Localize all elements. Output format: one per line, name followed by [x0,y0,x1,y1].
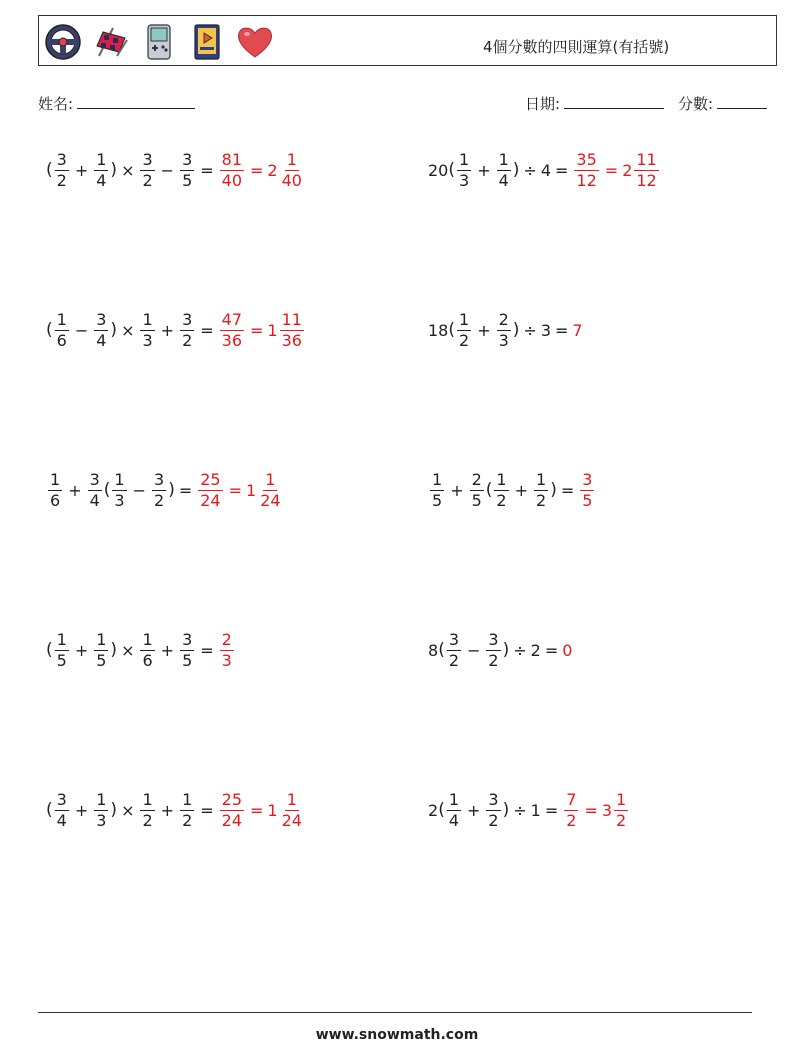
answer-fraction [580,469,594,510]
numerator: 3 [488,789,499,809]
rparen: ) [502,800,510,820]
denominator: 5 [471,490,482,510]
lead-number: 8 [428,640,439,660]
fraction [457,149,471,190]
denominator: 5 [582,490,593,510]
denominator: 6 [50,490,61,510]
fraction [497,309,511,350]
fraction [180,309,194,350]
fraction [447,629,461,670]
fraction [180,149,194,190]
divide-sign: ÷ [513,800,527,820]
divisor: 4 [540,160,552,180]
footer-site-link[interactable]: www.snowmath.com [315,1027,479,1043]
fraction [94,629,108,670]
plus-sign: + [74,640,89,660]
rparen: ) [110,160,118,180]
numerator: 1 [459,309,470,329]
lparen: ( [438,800,445,820]
fraction [140,149,154,190]
fraction [94,789,108,830]
denominator: 6 [142,650,153,670]
equals-sign: = [555,160,569,180]
denominator: 5 [432,490,443,510]
fraction [55,149,69,190]
date-field[interactable] [525,93,664,114]
denominator: 2 [616,810,627,830]
answer-fraction [220,309,244,350]
denominator: 2 [142,170,153,190]
denominator: 2 [448,650,460,670]
divide-sign: ÷ [513,640,527,660]
denominator: 12 [576,170,597,190]
denominator: 6 [56,330,67,350]
minus-sign: − [467,640,481,660]
denominator: 36 [281,330,302,350]
answer-whole: 1 [267,320,278,340]
numerator: 3 [182,309,193,329]
problem-2 [428,147,661,193]
fraction [55,309,69,350]
denominator: 3 [498,330,509,350]
gameboy-icon [139,22,179,62]
problem-7 [46,627,236,673]
denominator: 4 [448,810,460,830]
plus-sign: + [477,320,491,340]
numerator: 3 [154,469,165,489]
numerator: 1 [96,629,107,649]
equals-sign: = [544,800,559,820]
lead-number: 2 [428,800,439,820]
worksheet-header [38,15,777,66]
fraction [486,789,500,830]
answer-equals: = [228,480,243,500]
numerator: 3 [56,149,67,169]
times-sign: × [121,640,135,660]
equals-sign: = [555,320,569,340]
numerator: 1 [96,149,107,169]
lparen: ( [485,480,493,500]
tablet-play-icon [187,22,227,62]
answer-mixed-fraction [280,789,304,830]
denominator: 40 [221,170,243,190]
rparen: ) [168,480,175,500]
numerator: 1 [142,629,153,649]
problem-9 [46,787,306,833]
numerator: 1 [265,469,276,489]
fraction [140,309,154,350]
rparen: ) [110,800,118,820]
denominator: 5 [56,650,67,670]
denominator: 40 [281,170,302,190]
denominator: 4 [96,170,107,190]
numerator: 1 [182,789,193,809]
numerator: 3 [488,629,499,649]
answer-whole: 1 [267,800,278,820]
plus-sign: + [514,480,529,500]
fraction [55,629,69,670]
problem-3 [46,307,306,353]
answer-fraction [564,789,578,830]
numerator: 1 [432,469,443,489]
fraction [494,469,508,510]
denominator: 3 [221,650,232,670]
fraction [180,629,194,670]
denominator: 24 [260,490,281,510]
fraction [140,789,154,830]
denominator: 3 [459,170,470,190]
answer-fraction [220,629,234,670]
denominator: 2 [56,170,67,190]
answer-whole: 1 [246,480,257,500]
score-label: 分數: [678,95,714,113]
numerator: 1 [50,469,61,489]
numerator: 1 [498,149,509,169]
divide-sign: ÷ [523,160,537,180]
equals-sign: = [178,480,193,500]
denominator: 24 [281,810,302,830]
denominator: 2 [182,330,193,350]
rparen: ) [512,320,520,340]
times-sign: × [121,320,135,340]
denominator: 3 [142,330,153,350]
numerator: 1 [56,629,67,649]
denominator: 3 [96,810,107,830]
numerator: 3 [142,149,153,169]
problem-10 [428,787,630,833]
answer-whole: 3 [601,800,613,820]
lead-number: 18 [428,320,449,340]
numerator: 1 [286,789,297,809]
denominator: 24 [200,490,221,510]
fraction [140,629,154,670]
answer-mixed-fraction [280,309,304,350]
fraction [470,469,484,510]
numerator: 1 [142,789,153,809]
fraction [55,789,69,830]
answer-fraction [220,789,244,830]
numerator: 1 [114,469,125,489]
denominator: 2 [496,490,507,510]
answer-equals: = [604,160,619,180]
denominator: 5 [182,170,193,190]
answer-equals: = [584,800,598,820]
numerator: 3 [182,629,193,649]
numerator: 1 [56,309,67,329]
denominator: 2 [488,810,499,830]
denominator: 2 [142,810,153,830]
lparen: ( [46,320,53,340]
problem-1 [46,147,306,193]
plus-sign: + [160,800,175,820]
numerator: 3 [56,789,67,809]
fraction [180,789,194,830]
denominator: 36 [221,330,243,350]
denominator: 24 [221,810,243,830]
numerator: 1 [142,309,153,329]
numerator: 2 [498,309,509,329]
denominator: 3 [114,490,125,510]
denominator: 2 [566,810,577,830]
footer-divider [38,1012,752,1013]
worksheet-title: 4個分數的四則運算(有括號) [483,38,670,56]
answer-mixed-fraction [614,789,628,830]
fraction [88,469,102,510]
plus-sign: + [74,160,89,180]
rparen: ) [550,480,557,500]
denominator: 2 [459,330,470,350]
answer-fraction [574,149,598,190]
equals-sign: = [200,640,214,660]
numerator: 2 [221,629,232,649]
lparen: ( [448,320,455,340]
fraction [430,469,444,510]
numerator: 3 [448,629,460,649]
numerator: 47 [221,309,243,329]
rparen: ) [110,320,118,340]
denominator: 4 [56,810,67,830]
fraction [486,629,500,670]
fraction [112,469,126,510]
equals-sign: = [544,640,559,660]
answer-equals: = [250,800,264,820]
answer-fraction [220,149,244,190]
score-line[interactable] [717,94,767,109]
lparen: ( [448,160,455,180]
equals-sign: = [560,480,575,500]
numerator: 3 [89,469,100,489]
divide-sign: ÷ [523,320,537,340]
denominator: 4 [96,330,107,350]
lparen: ( [438,640,445,660]
answer-mixed-fraction [634,149,658,190]
date-label: 日期: [525,95,561,113]
denominator: 12 [636,170,657,190]
fraction [447,789,461,830]
answer-mixed-fraction [280,149,304,190]
numerator: 2 [471,469,482,489]
name-field[interactable] [38,93,195,114]
answer-whole: 2 [267,160,278,180]
numerator: 3 [182,149,193,169]
problem-6 [428,467,596,513]
date-line[interactable] [564,94,664,109]
numerator: 35 [576,149,597,169]
numerator: 3 [582,469,593,489]
numerator: 25 [200,469,221,489]
score-field[interactable] [678,93,767,114]
numerator: 11 [636,149,657,169]
minus-sign: − [132,480,147,500]
numerator: 25 [221,789,243,809]
header-icons [43,22,275,62]
fraction [534,469,548,510]
answer-equals: = [250,320,264,340]
denominator: 5 [182,650,193,670]
fraction [152,469,166,510]
plus-sign: + [477,160,491,180]
denominator: 2 [536,490,547,510]
numerator: 1 [536,469,547,489]
fraction [497,149,511,190]
plus-sign: + [160,320,175,340]
problem-8 [428,627,572,673]
numerator: 1 [616,789,627,809]
name-line[interactable] [77,94,195,109]
equals-sign: = [200,160,214,180]
numerator: 7 [566,789,577,809]
answer-equals: = [250,160,264,180]
divisor: 3 [540,320,552,340]
rparen: ) [110,640,118,660]
lead-number: 20 [428,160,449,180]
plus-sign: + [74,800,89,820]
name-label: 姓名: [38,95,74,113]
numerator: 1 [448,789,460,809]
numerator: 11 [281,309,302,329]
numerator: 3 [96,309,107,329]
answer-whole: 2 [622,160,633,180]
denominator: 5 [96,650,107,670]
numerator: 1 [286,149,297,169]
numerator: 81 [221,149,243,169]
answer-value: 0 [562,640,573,660]
steering-wheel-icon [43,22,83,62]
equals-sign: = [200,320,214,340]
fraction [94,149,108,190]
answer-value: 7 [572,320,583,340]
denominator: 2 [488,650,499,670]
rparen: ) [512,160,520,180]
numerator: 1 [459,149,470,169]
plus-sign: + [467,800,481,820]
rparen: ) [502,640,510,660]
problem-4 [428,307,583,353]
denominator: 2 [182,810,193,830]
fraction [48,469,62,510]
denominator: 2 [154,490,165,510]
equals-sign: = [200,800,214,820]
plus-sign: + [450,480,464,500]
fraction [457,309,471,350]
checkered-flag-icon [91,22,131,62]
plus-sign: + [68,480,82,500]
problem-5 [46,467,285,513]
answer-mixed-fraction [258,469,282,510]
numerator: 1 [496,469,507,489]
heart-icon [235,22,275,62]
numerator: 1 [96,789,107,809]
lparen: ( [103,480,111,500]
minus-sign: − [74,320,89,340]
minus-sign: − [160,160,175,180]
divisor: 1 [530,800,541,820]
answer-fraction [198,469,222,510]
times-sign: × [121,160,135,180]
denominator: 4 [498,170,509,190]
lparen: ( [46,800,53,820]
lparen: ( [46,640,53,660]
denominator: 4 [89,490,100,510]
times-sign: × [121,800,135,820]
fraction [94,309,108,350]
plus-sign: + [160,640,175,660]
divisor: 2 [530,640,541,660]
lparen: ( [46,160,53,180]
